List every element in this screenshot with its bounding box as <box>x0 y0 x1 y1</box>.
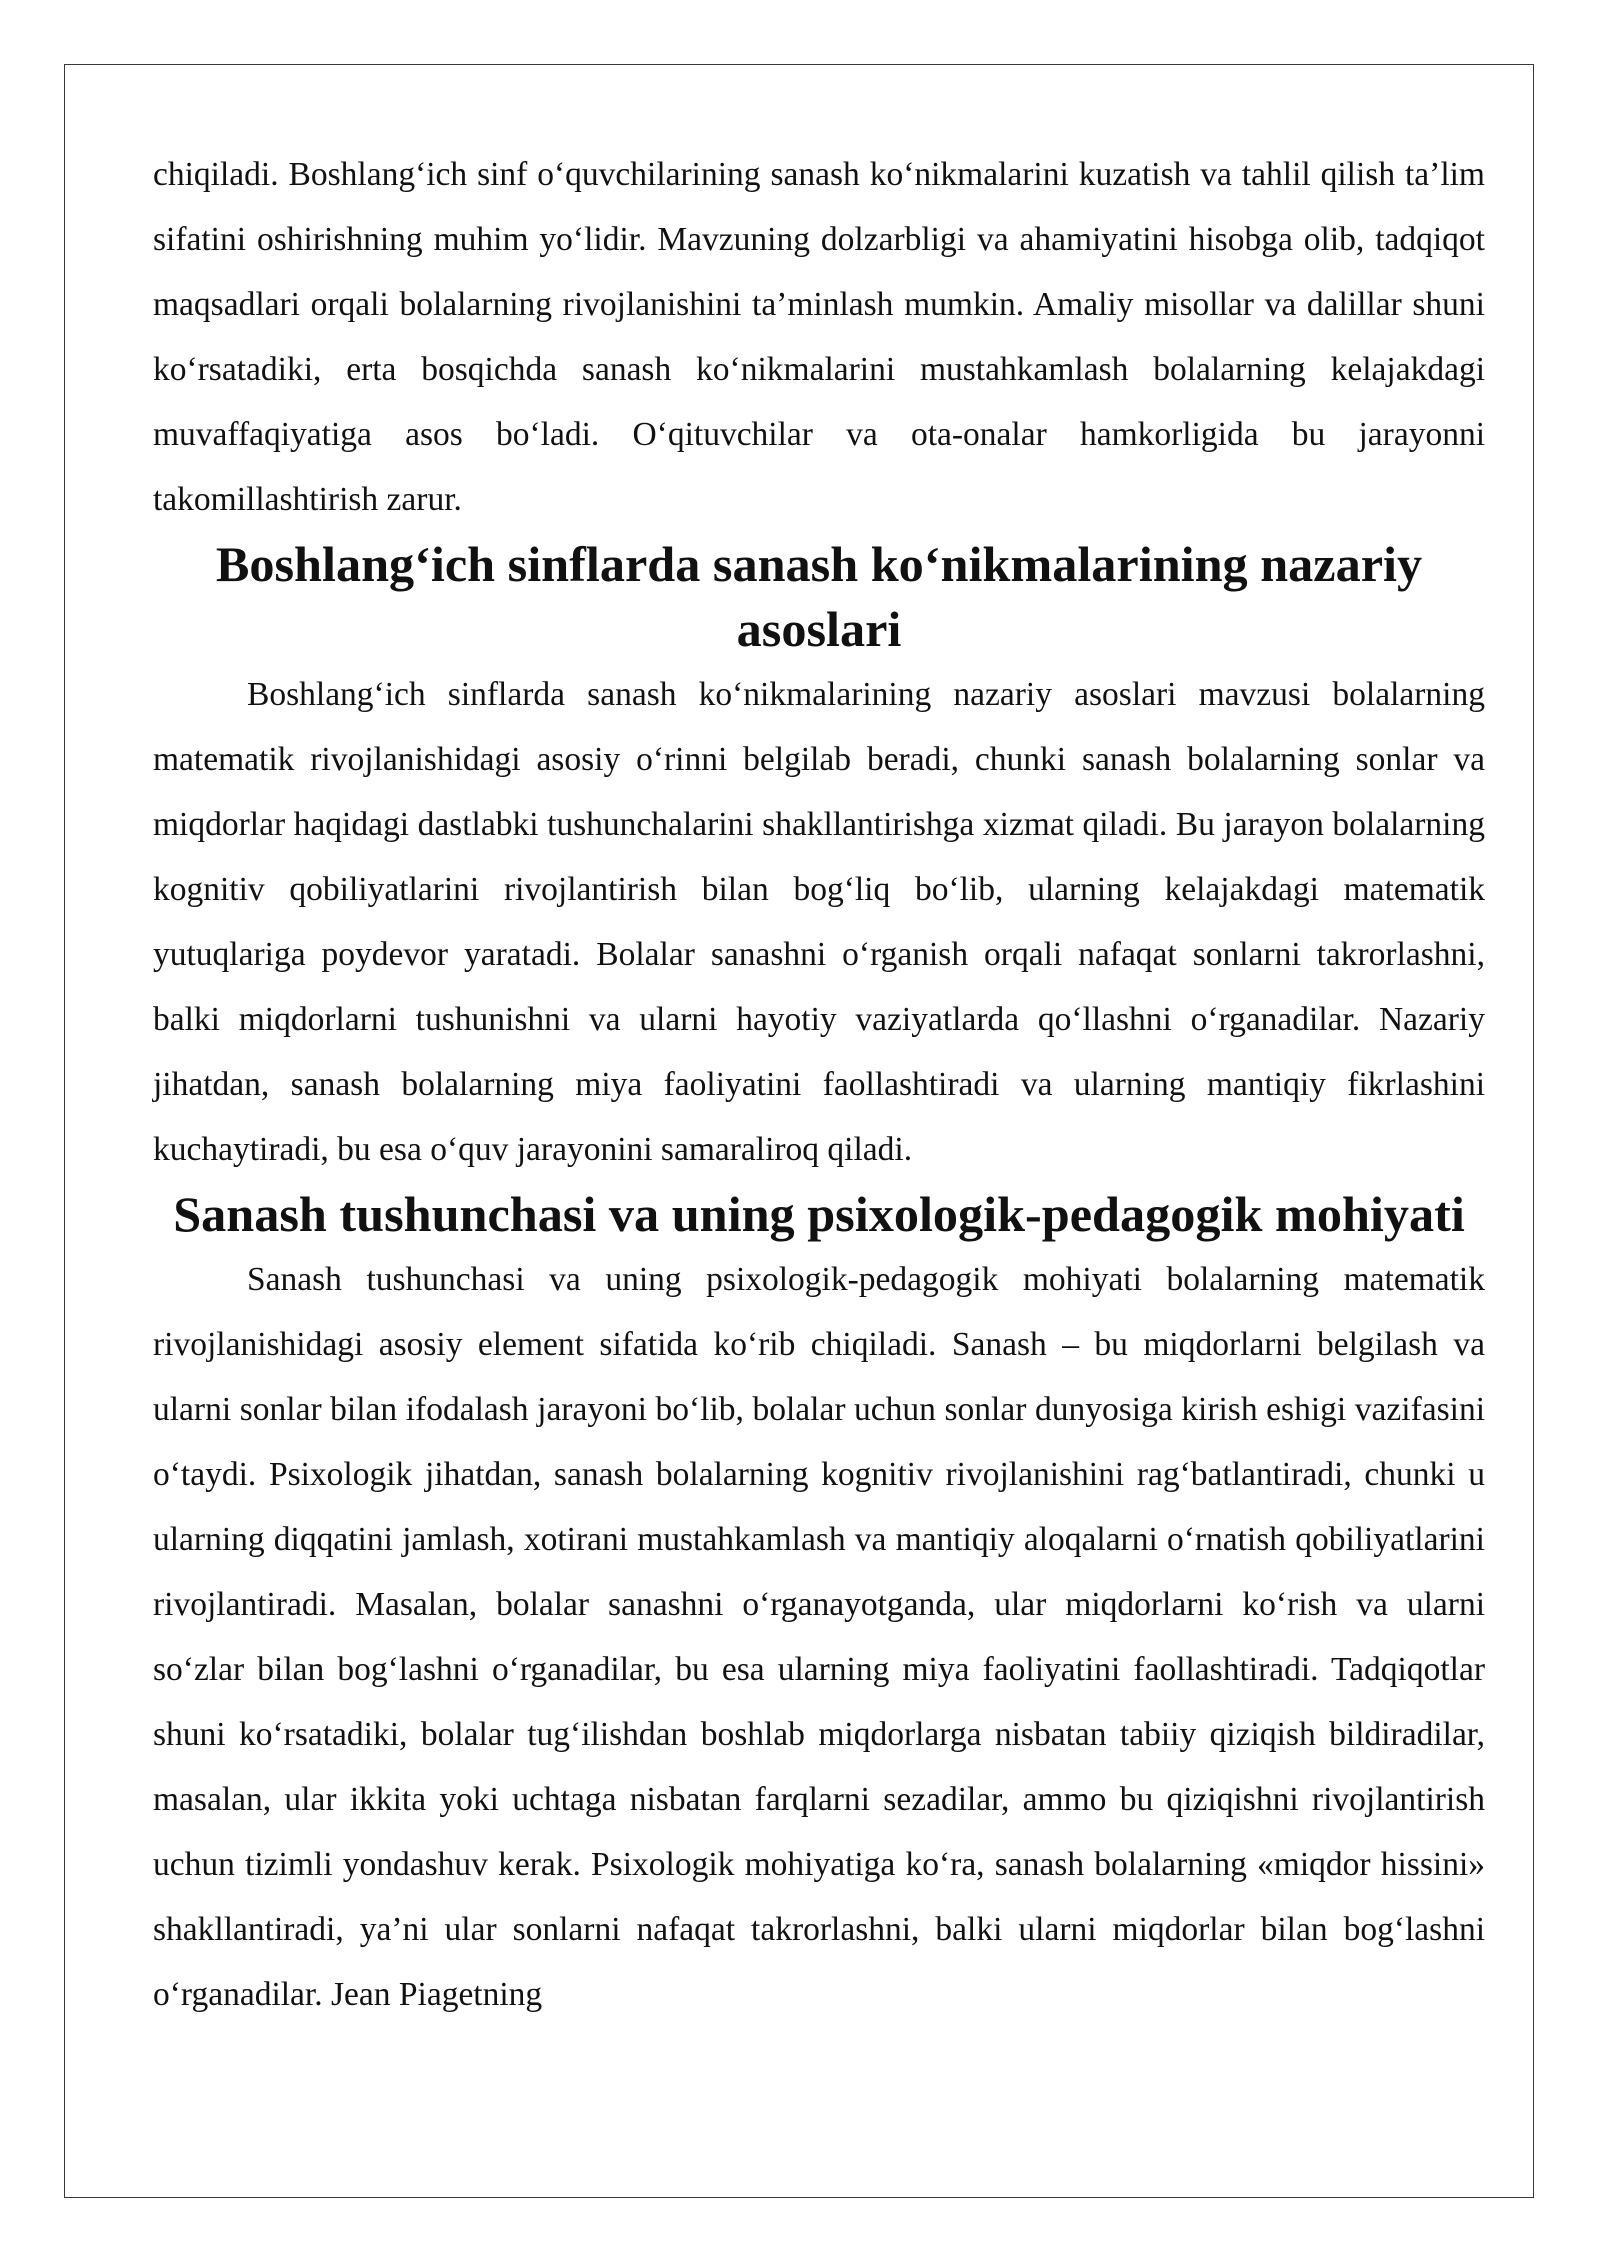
document-body <box>153 142 1485 2027</box>
section-heading-theory: Boshlang‘ich sinflarda sanash ko‘nikmalarining nazariy asoslari <box>215 536 1423 657</box>
paragraph-theory: Boshlang‘ich sinflarda sanash ko‘nikmalarining nazariy asoslari mavzusi bolalarning matematik rivojlanishidagi asosiy o‘rinni belgilab beradi, chunki sanash bolalarning sonlar va miqdorlar haqidagi dastlabki tushunchalarini shakllantirishga xizmat qiladi. Bu jarayon bolalarning kognitiv qobiliyatlarini rivojlantirish bilan bog‘liq bo‘lib, ularning kelajakdagi matematik yutuqlariga poydevor yaratadi. Bolalar sanashni o‘rganish orqali nafaqat sonlarni takrorlashni, balki miqdorlarni tushunishni va ularni hayotiy vaziyatlarda qo‘llashni o‘rganadilar. Nazariy jihatdan, sanash bolalarning miya faoliyatini faollashtiradi va ularning mantiqiy fikrlashini kuchaytiradi, bu esa o‘quv jarayonini samaraliroq qiladi. <box>153 676 1485 1168</box>
section-heading-concept: Sanash tushunchasi va uning psixologik-pedagogik mohiyati <box>173 1186 1465 1242</box>
paragraph-concept: Sanash tushunchasi va uning psixologik-pedagogik mohiyati bolalarning matematik rivojlanishidagi asosiy element sifatida ko‘rib chiqiladi. Sanash – bu miqdorlarni belgilash va ularni sonlar bilan ifodalash jarayoni bo‘lib, bolalar uchun sonlar dunyosiga kirish eshigi vazifasini o‘taydi. Psixologik jihatdan, sanash bolalarning kognitiv rivojlanishini rag‘batlantiradi, chunki u ularning diqqatini jamlash, xotirani mustahkamlash va mantiqiy aloqalarni o‘rnatish qobiliyatlarini rivojlantiradi. Masalan, bolalar sanashni o‘rganayotganda, ular miqdorlarni ko‘rish va ularni so‘zlar bilan bog‘lashni o‘rganadilar, bu esa ularning miya faoliyatini faollashtiradi. Tadqiqotlar shuni ko‘rsatadiki, bolalar tug‘ilishdan boshlab miqdorlarga nisbatan tabiiy qiziqish bildiradilar, masalan, ular ikkita yoki uchtaga nisbatan farqlarni sezadilar, ammo bu qiziqishni rivojlantirish uchun tizimli yondashuv kerak. Psixologik mohiyatiga ko‘ra, sanash bolalarning «miqdor hissini» shakllantiradi, ya’ni ular sonlarni nafaqat takrorlashni, balki ularni miqdorlar bilan bog‘lashni o‘rganadilar. Jean Piagetning <box>153 1261 1485 2013</box>
paragraph-intro-continuation: chiqiladi. Boshlang‘ich sinf o‘quvchilarining sanash ko‘nikmalarini kuzatish va tahlil qilish ta’lim sifatini oshirishning muhim yo‘lidir. Mavzuning dolzarbligi va ahamiyatini hisobga olib, tadqiqot maqsadlari orqali bolalarning rivojlanishini ta’minlash mumkin. Amaliy misollar va dalillar shuni ko‘rsatadiki, erta bosqichda sanash ko‘nikmalarini mustahkamlash bolalarning kelajakdagi muvaffaqiyatiga asos bo‘ladi. O‘qituvchilar va ota-onalar hamkorligida bu jarayonni takomillashtirish zarur. <box>153 156 1485 518</box>
